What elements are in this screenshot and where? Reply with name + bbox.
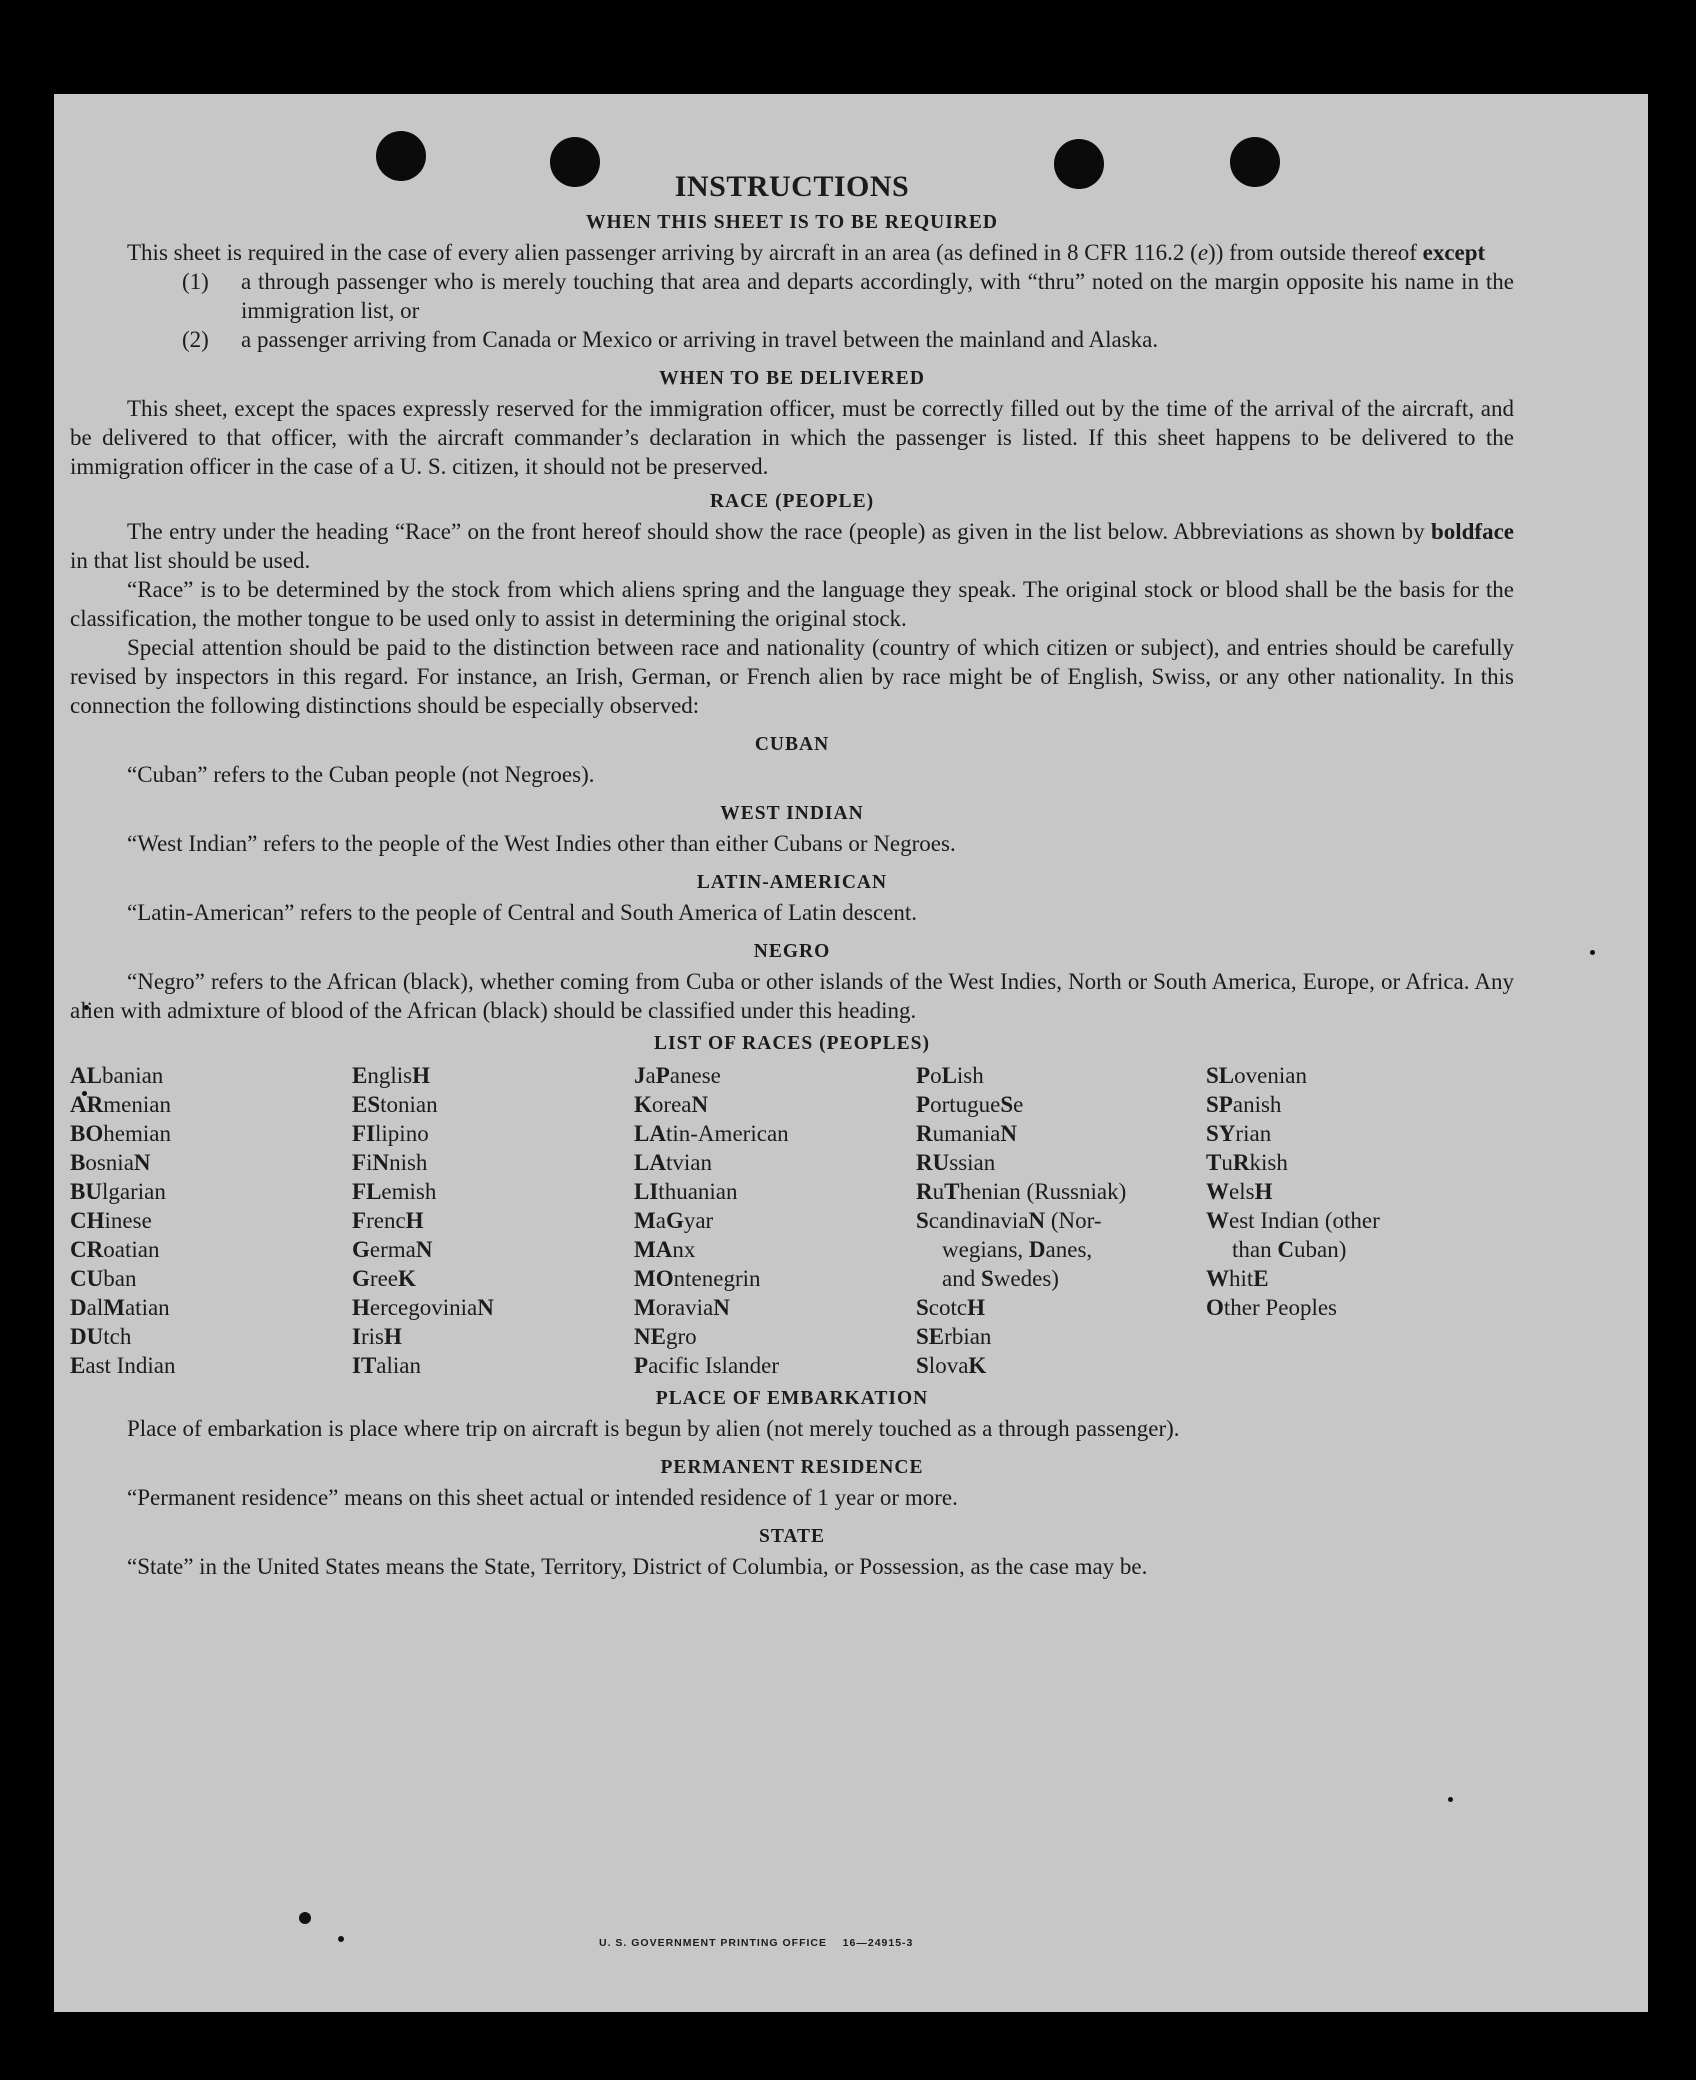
race-entry: LAtin-American [634, 1121, 789, 1146]
paragraph: “Permanent residence” means on this sheet actual or intended residence of 1 year or more. [127, 1485, 958, 1510]
section-heading: RACE (PEOPLE) [709, 491, 875, 512]
scan-speck [299, 1912, 311, 1924]
race-entry: ScotcH [916, 1295, 986, 1320]
race-entry: DUtch [70, 1324, 132, 1349]
race-entry: IrisH [352, 1324, 402, 1349]
race-entry: TuRkish [1206, 1150, 1288, 1175]
section-heading: STATE [758, 1526, 826, 1547]
race-entry: SLovenian [1206, 1063, 1307, 1088]
race-entry: EnglisH [352, 1063, 430, 1088]
race-column [70, 1061, 352, 1380]
scan-speck [1590, 950, 1595, 955]
race-entry: ScandinaviaN (Nor- [916, 1208, 1102, 1233]
race-entry: CRoatian [70, 1237, 160, 1262]
list-item: (2) a passenger arriving from Canada or Mexico or arriving in travel between the mainland and Alaska. [182, 327, 1159, 352]
race-entry: PortugueSe [916, 1092, 1024, 1117]
page-title: INSTRUCTIONS [674, 170, 910, 203]
paragraph: “Race” is to be determined by the stock from which aliens spring and the language they speak. The original stock or blood shall be the basis for the classification, the mother tongue to be used only to assist in determining the original stock. [70, 577, 1514, 631]
paragraph: Special attention should be paid to the distinction between race and nationality (country of which citizen or subject), and entries should be carefully revised by inspectors in this regard. For instance, an Irish, German, or French alien by race might be of English, Swiss, or any other nationality. In this connection the following distinctions should be especially observed: [70, 635, 1514, 718]
race-entry: GreeK [352, 1266, 416, 1291]
race-entry: LAtvian [634, 1150, 712, 1175]
race-entry: Pacific Islander [634, 1353, 780, 1378]
race-entry: FrencH [352, 1208, 424, 1233]
race-entry: than Cuban) [1232, 1237, 1347, 1262]
section-heading: NEGRO [753, 941, 831, 962]
paragraph: The entry under the heading “Race” on the front hereof should show the race (people) as given in the list below. Abbreviations as shown by boldface in that list should be used. [70, 519, 1514, 573]
race-entry: GermaN [352, 1237, 433, 1262]
race-entry: JaPanese [634, 1063, 721, 1088]
paragraph: This sheet is required in the case of every alien passenger arriving by aircraft in an area (as defined in 8 CFR 116.2 (e)) from outside thereof except [127, 240, 1486, 265]
race-entry: LIthuanian [634, 1179, 738, 1204]
list-item: (1) a through passenger who is merely touching that area and departs accordingly, with “thru” noted on the margin opposite his name in the immigration list, or [182, 269, 1514, 323]
scan-speck [1448, 1797, 1453, 1802]
paragraph: “State” in the United States means the State, Territory, District of Columbia, or Possession, as the case may be. [127, 1554, 1148, 1579]
race-entry: WelsH [1206, 1179, 1273, 1204]
race-entry: West Indian (other [1206, 1208, 1380, 1233]
scan-speck [338, 1936, 344, 1942]
race-entry: RuThenian (Russniak) [916, 1179, 1127, 1204]
race-entry: wegians, Danes, [942, 1237, 1093, 1262]
section-heading: PERMANENT RESIDENCE [660, 1457, 924, 1478]
paragraph: “Latin-American” refers to the people of Central and South America of Latin descent. [127, 900, 917, 925]
race-entry: EStonian [352, 1092, 438, 1117]
race-entry: HercegoviniaN [352, 1295, 494, 1320]
race-entry: MAnx [634, 1237, 696, 1262]
race-entry: CHinese [70, 1208, 152, 1233]
race-entry: SPanish [1206, 1092, 1282, 1117]
race-entry: MoraviaN [634, 1295, 730, 1320]
race-entry: MOntenegrin [634, 1266, 761, 1291]
document-sheet [54, 94, 1648, 2012]
race-entry: ALbanian [70, 1063, 164, 1088]
paragraph: This sheet, except the spaces expressly reserved for the immigration officer, must be correctly filled out by the time of the arrival of the aircraft, and be delivered to that officer, with the aircraft commander’s declaration in which the passenger is listed. If this sheet happens to be delivered to the immigration officer in the case of a U. S. citizen, it should not be preserved. [70, 396, 1514, 479]
race-entry: and Swedes) [942, 1266, 1059, 1291]
race-entry: KoreaN [634, 1092, 709, 1117]
paragraph: Place of embarkation is place where trip on aircraft is begun by alien (not merely touched as a through passenger). [127, 1416, 1180, 1441]
race-entry: Other Peoples [1206, 1295, 1337, 1320]
race-list [70, 1061, 1514, 1380]
race-entry: East Indian [70, 1353, 176, 1378]
race-entry: FiNnish [352, 1150, 428, 1175]
race-column [916, 1061, 1206, 1380]
instructions-text [70, 170, 1514, 1581]
race-entry: BosniaN [70, 1150, 151, 1175]
race-entry: BUlgarian [70, 1179, 166, 1204]
race-entry: ITalian [352, 1353, 422, 1378]
paragraph: “Negro” refers to the African (black), whether coming from Cuba or other islands of the West Indies, North or South America, Europe, or Africa. Any alien with admixture of blood of the African (black) should be classified under this heading. [70, 969, 1514, 1023]
race-entry: NEgro [634, 1324, 697, 1349]
section-heading: LATIN-AMERICAN [696, 872, 888, 893]
section-heading: WHEN THIS SHEET IS TO BE REQUIRED [586, 212, 998, 233]
section-heading: PLACE OF EMBARKATION [655, 1388, 929, 1409]
race-entry: SErbian [916, 1324, 992, 1349]
race-entry: FLemish [352, 1179, 437, 1204]
race-entry: PoLish [916, 1063, 984, 1088]
race-entry: RumaniaN [916, 1121, 1017, 1146]
paragraph: “West Indian” refers to the people of the West Indies other than either Cubans or Negroes. [127, 831, 956, 856]
race-entry: BOhemian [70, 1121, 171, 1146]
race-entry: DalMatian [70, 1295, 170, 1320]
section-heading: WHEN TO BE DELIVERED [659, 368, 925, 389]
section-heading: LIST OF RACES (PEOPLES) [653, 1033, 930, 1054]
race-entry: ARmenian [70, 1092, 171, 1117]
section-heading: CUBAN [754, 734, 830, 755]
section-heading: WEST INDIAN [720, 803, 864, 824]
paragraph: “Cuban” refers to the Cuban people (not Negroes). [127, 762, 595, 787]
race-column [1206, 1061, 1488, 1380]
race-entry: WhitE [1206, 1266, 1269, 1291]
printer-imprint: U. S. GOVERNMENT PRINTING OFFICE 16—24915-3 [599, 1937, 914, 1949]
race-entry: SlovaK [916, 1353, 987, 1378]
race-entry: FIlipino [352, 1121, 429, 1146]
race-entry: RUssian [916, 1150, 996, 1175]
race-column [634, 1061, 916, 1380]
race-entry: MaGyar [634, 1208, 714, 1233]
race-entry: SYrian [1206, 1121, 1272, 1146]
race-column [352, 1061, 634, 1380]
race-entry: CUban [70, 1266, 137, 1291]
